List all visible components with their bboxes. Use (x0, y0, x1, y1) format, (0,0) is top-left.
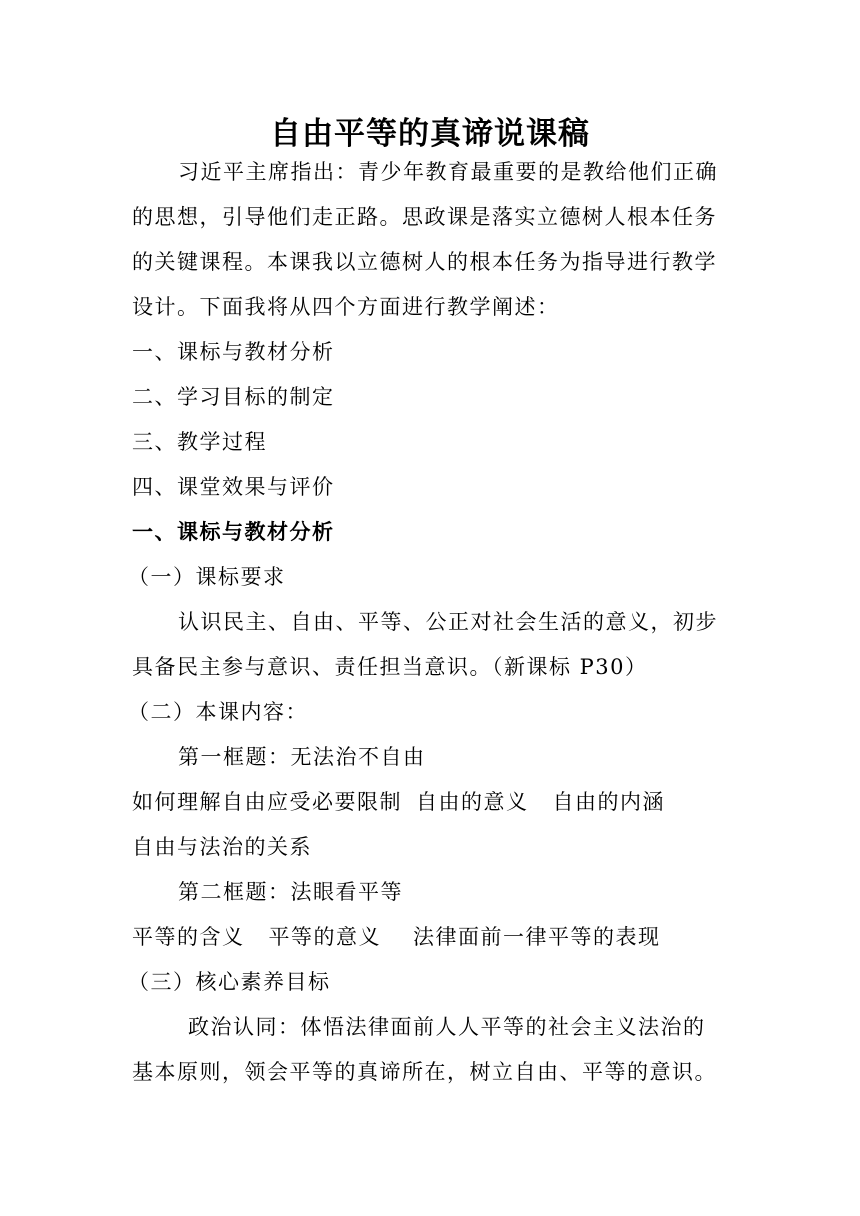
intro-line-1: 习近平主席指出：青少年教育最重要的是教给他们正确 (178, 160, 718, 184)
outline-item-4: 四、课堂效果与评价 (132, 475, 335, 499)
frame-2-item-3: 法律面前一律平等的表现 (413, 925, 661, 949)
subsection-1-heading: （一）课标要求 (128, 565, 286, 589)
frame-2-label: 第二框题：法眼看平等 (178, 880, 403, 904)
page-title: 自由平等的真谛说课稿 (270, 116, 590, 152)
standard-line-2: 具备民主参与意识、责任担当意识。（新课标 P30） (132, 655, 648, 679)
frame-2-item-2: 平等的意义 (268, 925, 381, 949)
competency-line-1: 政治认同：体悟法律面前人人平等的社会主义法治的 (188, 1015, 706, 1039)
frame-1-item-3: 自由的内涵 (552, 790, 665, 814)
subsection-3-heading: （三）核心素养目标 (128, 970, 331, 994)
outline-item-2: 二、学习目标的制定 (132, 385, 335, 409)
competency-line-2: 基本原则，领会平等的真谛所在，树立自由、平等的意识。 (132, 1060, 717, 1084)
frame-1-items (132, 787, 665, 817)
intro-line-3: 的关键课程。本课我以立德树人的根本任务为指导进行教学 (132, 250, 717, 274)
intro-line-2: 的思想，引导他们走正路。思政课是落实立德树人根本任务 (132, 205, 717, 229)
frame-2-item-1: 平等的含义 (132, 925, 245, 949)
intro-line-4: 设计。下面我将从四个方面进行教学阐述： (132, 295, 560, 319)
outline-item-3: 三、教学过程 (132, 430, 267, 454)
frame-2-items (132, 922, 661, 952)
standard-line-1: 认识民主、自由、平等、公正对社会生活的意义，初步 (178, 610, 718, 634)
frame-1-item-1: 如何理解自由应受必要限制 (132, 790, 402, 814)
frame-1-item-4: 自由与法治的关系 (132, 835, 312, 859)
outline-item-1: 一、课标与教材分析 (132, 340, 335, 364)
section-1-heading: 一、课标与教材分析 (132, 520, 335, 544)
subsection-2-heading: （二）本课内容： (128, 700, 308, 724)
frame-1-label: 第一框题：无法治不自由 (178, 745, 426, 769)
frame-1-item-2: 自由的意义 (416, 790, 529, 814)
